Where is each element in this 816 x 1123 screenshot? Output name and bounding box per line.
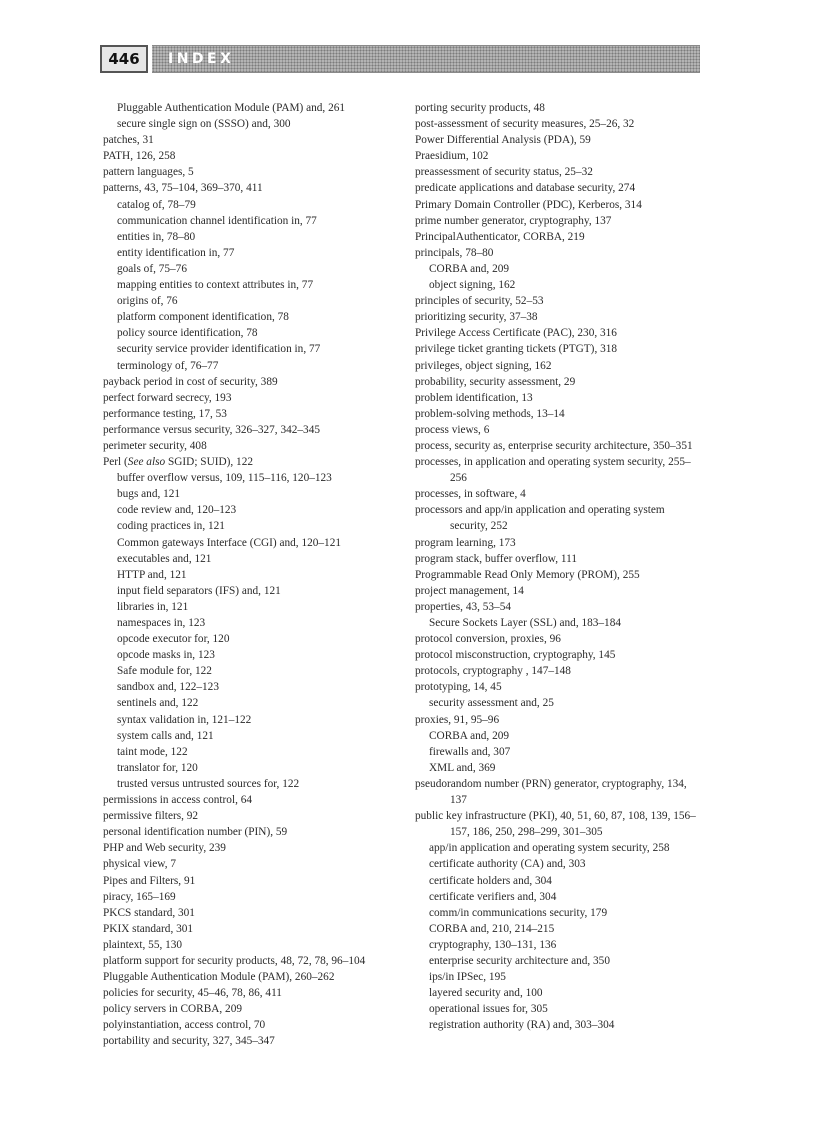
index-subentry: syntax validation in, 121–122: [117, 713, 252, 726]
index-subentry: translator for, 120: [117, 761, 198, 774]
index-subentry: Secure Sockets Layer (SSL) and, 183–184: [429, 617, 622, 629]
index-entry: Pluggable Authentication Module (PAM), 260–262: [103, 971, 335, 984]
index-entry: process views, 6: [415, 423, 490, 436]
index-entry: process, security as, enterprise security architecture, 350–351: [415, 439, 693, 452]
index-subentry: opcode executor for, 120: [117, 633, 230, 646]
index-column-right: [415, 100, 703, 1033]
index-subentry: coding practices in, 121: [117, 520, 225, 533]
index-subentry: buffer overflow versus, 109, 115–116, 120–123: [117, 472, 332, 485]
index-entry: problem identification, 13: [415, 391, 533, 404]
index-entry: program learning, 173: [415, 536, 516, 549]
index-subentry: secure single sign on (SSSO) and, 300: [117, 118, 291, 131]
page-number: 446: [100, 45, 148, 73]
index-subentry: policy source identification, 78: [117, 327, 258, 340]
index-entry: preassessment of security status, 25–32: [415, 166, 593, 179]
index-subentry: entity identification in, 77: [117, 246, 235, 259]
index-subentry: goals of, 75–76: [117, 262, 187, 275]
index-subentry: sandbox and, 122–123: [117, 681, 219, 694]
index-entry: pattern languages, 5: [103, 166, 194, 179]
index-entry: privilege ticket granting tickets (PTGT), 318: [415, 343, 618, 356]
index-entry: polyinstantiation, access control, 70: [103, 1019, 266, 1032]
index-entry: permissive filters, 92: [103, 810, 199, 823]
index-subentry: catalog of, 78–79: [117, 198, 196, 211]
index-subentry: communication channel identification in, 77: [117, 214, 317, 227]
index-subentry: ips/in IPSec, 195: [429, 971, 506, 984]
index-subentry: sentinels and, 122: [117, 697, 199, 710]
index-subentry: cryptography, 130–131, 136: [429, 938, 557, 951]
index-entry: prime number generator, cryptography, 137: [415, 214, 612, 227]
index-subentry: app/in application and operating system security, 258: [429, 842, 670, 855]
index-entry: processors and app/in application and operating system security, 252: [415, 504, 665, 533]
index-entry: perfect forward secrecy, 193: [103, 391, 232, 404]
index-column-left: [103, 100, 403, 1050]
index-subentry: certificate verifiers and, 304: [429, 890, 557, 903]
index-entry: portability and security, 327, 345–347: [103, 1035, 275, 1048]
index-subentry: certificate holders and, 304: [429, 874, 552, 887]
index-subentry: executables and, 121: [117, 552, 212, 565]
index-subentry: mapping entities to context attributes in, 77: [117, 279, 314, 292]
index-entry: piracy, 165–169: [103, 890, 176, 903]
index-entry: processes, in software, 4: [415, 488, 526, 501]
index-subentry: libraries in, 121: [117, 600, 189, 613]
index-entry: processes, in application and operating system security, 255–256: [415, 456, 691, 485]
index-subentry: Safe module for, 122: [117, 665, 212, 678]
index-entry: PHP and Web security, 239: [103, 842, 226, 855]
index-subentry: CORBA and, 209: [429, 262, 510, 275]
index-subentry: Pluggable Authentication Module (PAM) and, 261: [117, 102, 346, 114]
index-subentry: comm/in communications security, 179: [429, 906, 608, 919]
index-subentry: firewalls and, 307: [429, 745, 511, 758]
index-subentry: HTTP and, 121: [117, 568, 187, 581]
index-entry: protocol conversion, proxies, 96: [415, 633, 561, 646]
index-entry: predicate applications and database security, 274: [415, 182, 636, 195]
index-subentry: platform component identification, 78: [117, 311, 289, 324]
index-entry: Praesidium, 102: [415, 150, 489, 163]
index-entry: porting security products, 48: [415, 102, 545, 114]
index-entry: PATH, 126, 258: [103, 150, 176, 163]
index-subentry: operational issues for, 305: [429, 1003, 548, 1016]
index-subentry: input field separators (IFS) and, 121: [117, 584, 281, 597]
index-entry: plaintext, 55, 130: [103, 938, 183, 951]
index-entry: physical view, 7: [103, 858, 176, 871]
index-entry: proxies, 91, 95–96: [415, 713, 500, 726]
index-entry: Programmable Read Only Memory (PROM), 255: [415, 568, 640, 581]
index-subentry: layered security and, 100: [429, 987, 543, 1000]
index-entry: patterns, 43, 75–104, 369–370, 411: [103, 182, 263, 195]
index-subentry: security assessment and, 25: [429, 697, 554, 710]
index-entry: Power Differential Analysis (PDA), 59: [415, 134, 591, 147]
index-subentry: object signing, 162: [429, 279, 516, 292]
see-also-reference: See also: [127, 456, 166, 469]
index-entry: project management, 14: [415, 584, 524, 597]
index-entry: probability, security assessment, 29: [415, 375, 576, 388]
index-entry: Primary Domain Controller (PDC), Kerberos, 314: [415, 198, 642, 211]
index-subentry: opcode masks in, 123: [117, 649, 215, 662]
index-entry: protocols, cryptography , 147–148: [415, 665, 571, 678]
index-entry: Privilege Access Certificate (PAC), 230, 316: [415, 327, 617, 340]
index-entry: perimeter security, 408: [103, 439, 207, 452]
index-subentry: system calls and, 121: [117, 729, 214, 742]
index-subentry: Common gateways Interface (CGI) and, 120–121: [117, 536, 341, 549]
index-entry: privileges, object signing, 162: [415, 359, 552, 372]
index-entry: principals, 78–80: [415, 246, 494, 259]
index-entry: problem-solving methods, 13–14: [415, 407, 565, 420]
index-entry: PKIX standard, 301: [103, 922, 194, 935]
index-entry: prototyping, 14, 45: [415, 681, 502, 694]
index-entry: program stack, buffer overflow, 111: [415, 552, 577, 565]
index-subentry: origins of, 76: [117, 295, 178, 308]
index-subentry: bugs and, 121: [117, 488, 181, 501]
index-subentry: terminology of, 76–77: [117, 359, 219, 372]
index-entry: protocol misconstruction, cryptography, 145: [415, 649, 616, 662]
index-subentry: registration authority (RA) and, 303–304: [429, 1019, 615, 1032]
index-entry: performance testing, 17, 53: [103, 407, 227, 420]
see-also-targets: SGID; SUID), 122: [165, 456, 254, 469]
index-subentry: CORBA and, 209: [429, 729, 510, 742]
index-subentry: security service provider identification in, 77: [117, 343, 321, 356]
index-subentry: namespaces in, 123: [117, 617, 206, 629]
index-entry: policies for security, 45–46, 78, 86, 411: [103, 987, 282, 1000]
index-entry: properties, 43, 53–54: [415, 600, 512, 613]
index-entry: platform support for security products, 48, 72, 78, 96–104: [103, 954, 366, 967]
index-entry: PKCS standard, 301: [103, 906, 195, 919]
index-entry: post-assessment of security measures, 25–26, 32: [415, 118, 635, 131]
index-subentry: XML and, 369: [429, 761, 496, 774]
index-entry: payback period in cost of security, 389: [103, 375, 278, 388]
index-entry: prioritizing security, 37–38: [415, 311, 538, 324]
index-entry: PrincipalAuthenticator, CORBA, 219: [415, 230, 585, 243]
index-entry: principles of security, 52–53: [415, 295, 544, 308]
index-subentry: certificate authority (CA) and, 303: [429, 858, 586, 871]
index-entry: patches, 31: [103, 134, 154, 147]
index-entry: personal identification number (PIN), 59: [103, 826, 288, 839]
index-subentry: enterprise security architecture and, 350: [429, 954, 610, 967]
index-entry: pseudorandom number (PRN) generator, cryptography, 134, 137: [415, 777, 687, 807]
index-entry: Pipes and Filters, 91: [103, 874, 196, 887]
index-entry: policy servers in CORBA, 209: [103, 1003, 243, 1016]
index-entry: performance versus security, 326–327, 342–345: [103, 423, 320, 436]
index-subentry: entities in, 78–80: [117, 230, 196, 243]
index-subentry: taint mode, 122: [117, 745, 188, 758]
index-subentry: trusted versus untrusted sources for, 122: [117, 777, 300, 790]
index-subentry: CORBA and, 210, 214–215: [429, 922, 555, 935]
index-entry: public key infrastructure (PKI), 40, 51, 60, 87, 108, 139, 156–157, 186, 250, 298–299, 301–305: [415, 810, 696, 839]
index-subentry: code review and, 120–123: [117, 504, 237, 517]
page-header: [100, 45, 700, 73]
index-entry: Perl (See also SGID; SUID), 122: [103, 456, 254, 469]
section-banner: [152, 45, 700, 73]
index-entry: permissions in access control, 64: [103, 794, 253, 807]
section-title: INDEX: [168, 51, 235, 67]
